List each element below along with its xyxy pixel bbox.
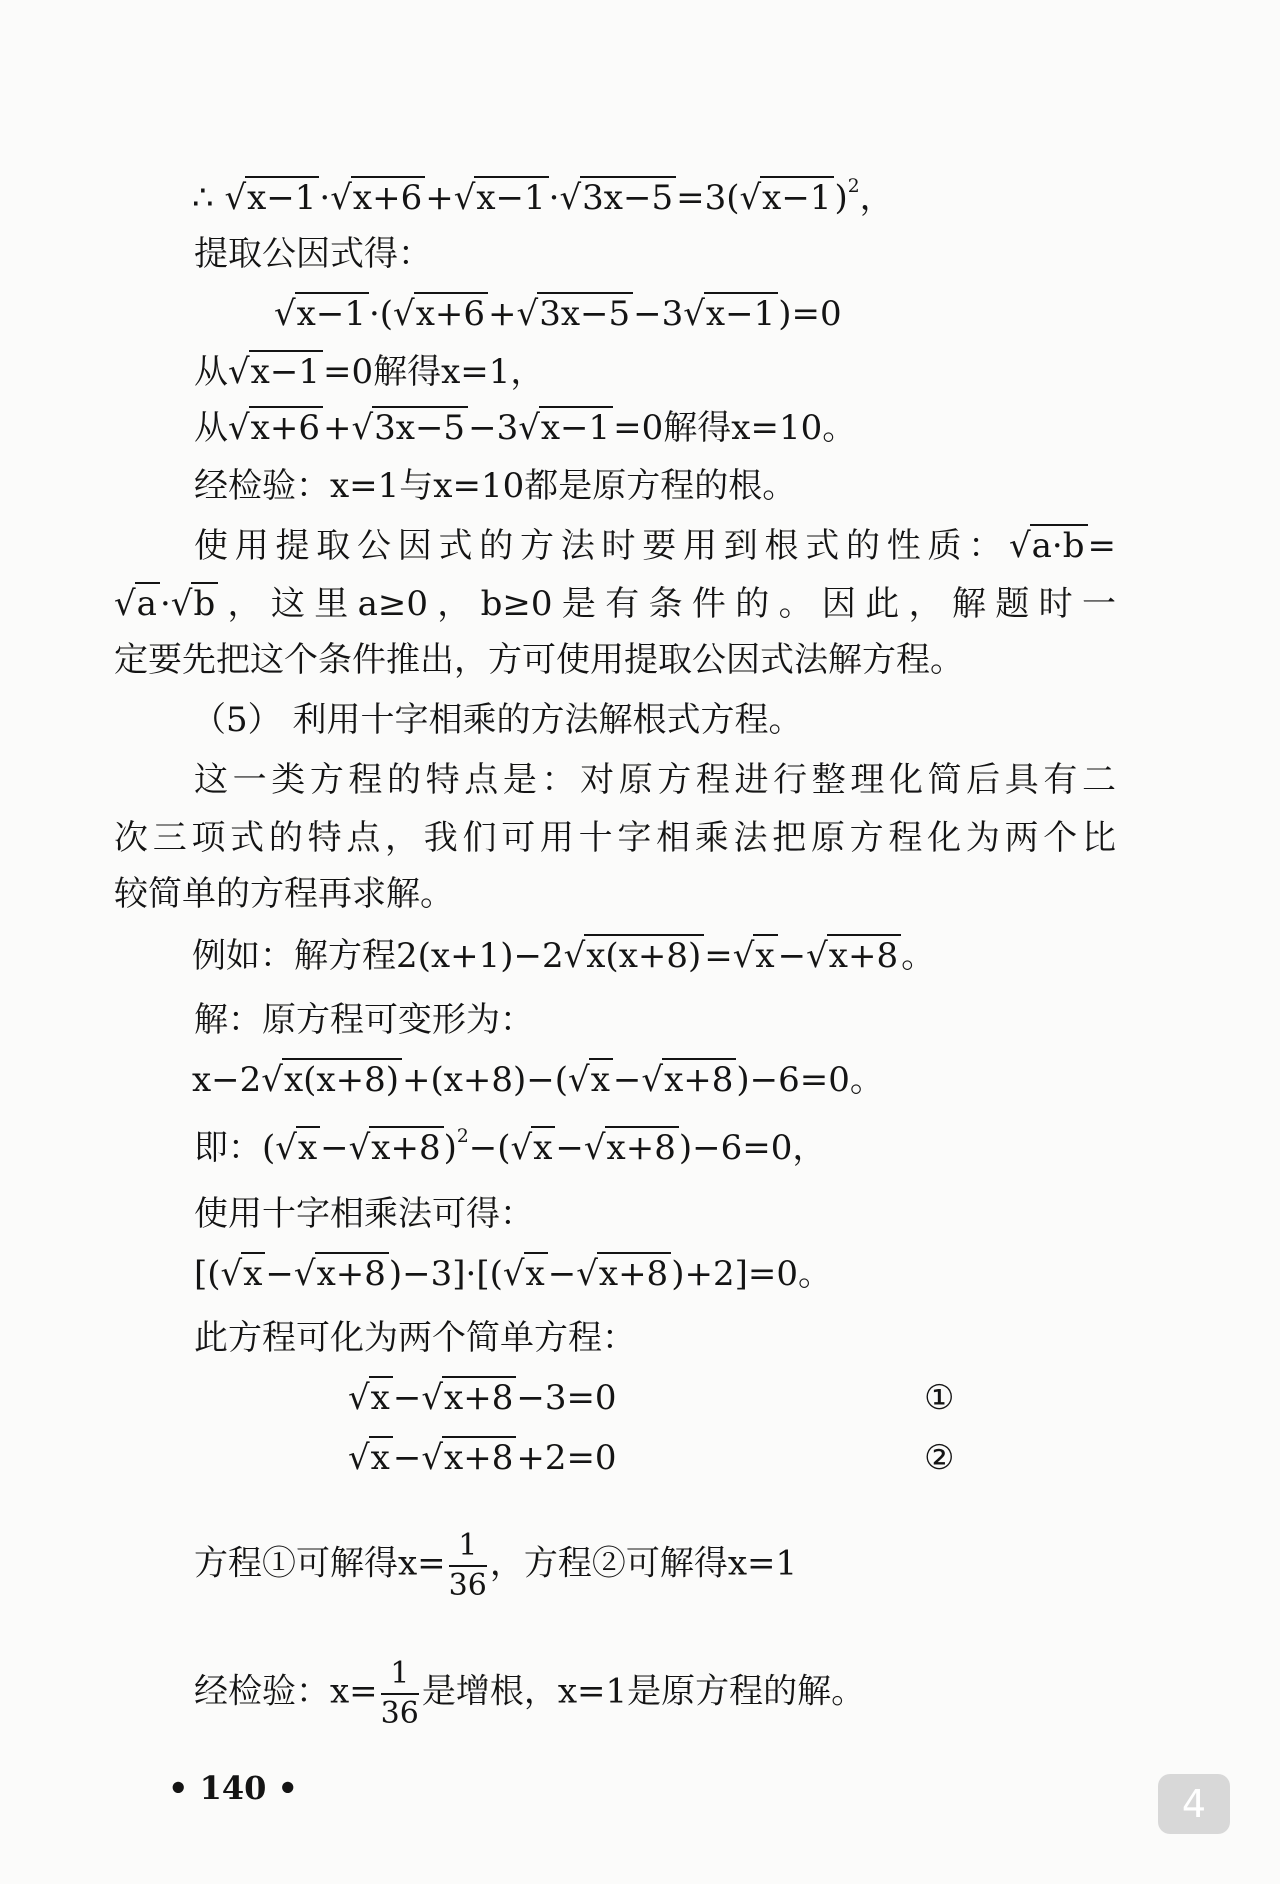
- radical-sign: [518, 408, 540, 448]
- text-run: =: [1087, 526, 1116, 566]
- radical-sign: [294, 1254, 316, 1294]
- radical-sign: [221, 1254, 243, 1294]
- radicand: x: [531, 1126, 555, 1168]
- radical-sign: [349, 1128, 371, 1168]
- superscript: 2: [456, 1126, 469, 1148]
- text-run: )−3]·[(: [388, 1254, 503, 1294]
- text-run: 这一类方程的特点是：对原方程进行整理化简后具有二: [194, 760, 1116, 800]
- text-run: 例如：解方程2(x+1)−2: [192, 936, 564, 976]
- radical: [294, 1254, 389, 1294]
- radical: [171, 584, 218, 624]
- text-run: ): [443, 1128, 457, 1168]
- radical-sign: [421, 1438, 443, 1478]
- text-run: 定要先把这个条件推出，方可使用提取公因式法解方程。: [114, 640, 964, 680]
- denominator: 36: [380, 1695, 419, 1731]
- text-run: 经检验：x=1与x=10都是原方程的根。: [194, 466, 797, 506]
- paragraph-line: [114, 580, 1116, 628]
- radical-sign: [503, 1254, 525, 1294]
- radical-sign: [641, 1060, 663, 1100]
- text-run: 。: [901, 936, 936, 976]
- text-run: 较简单的方程再求解。: [114, 874, 454, 914]
- equation-line: [194, 404, 856, 452]
- radicand: a·b: [1030, 524, 1088, 566]
- radical-sign: [568, 1060, 590, 1100]
- text-run: =0解得x=10。: [613, 408, 857, 448]
- radicand: x+8: [605, 1126, 679, 1168]
- radical-sign: [114, 584, 136, 624]
- text-line: [194, 996, 534, 1044]
- text-run: ，这里a≥0，b≥0是有条件的。因此，解题时一: [218, 584, 1116, 624]
- radicand: x+8: [442, 1376, 516, 1418]
- section-heading: [192, 696, 802, 744]
- equation-line: [274, 290, 842, 338]
- radical-sign: [806, 936, 828, 976]
- text-run: 解：原方程可变形为：: [194, 1000, 534, 1040]
- text-run: 即：(: [194, 1128, 276, 1168]
- radicand: x+8: [369, 1126, 443, 1168]
- radicand: a: [135, 582, 160, 624]
- radicand: b: [191, 582, 218, 624]
- paragraph-line: [194, 522, 1116, 570]
- text-run: −: [547, 1254, 577, 1294]
- radical: [351, 408, 468, 448]
- text-run: 方程①可解得x=: [194, 1543, 446, 1584]
- radicand: x+8: [597, 1252, 671, 1294]
- equation-line: [348, 1434, 617, 1482]
- text-run: 使用十字相乘法可得：: [194, 1194, 534, 1234]
- radical-sign: [421, 1378, 443, 1418]
- example-line: [192, 932, 935, 980]
- radical-sign: [739, 178, 761, 218]
- radicand: x+6: [351, 176, 425, 218]
- text-run: 使用提取公因式的方法时要用到根式的性质：: [194, 526, 1009, 566]
- radical: [224, 178, 319, 218]
- radicand: x−1: [249, 350, 323, 392]
- text-run: +: [425, 178, 454, 218]
- radical: [511, 1128, 556, 1168]
- text-run: )=0: [778, 294, 842, 334]
- text-line: [194, 462, 796, 510]
- text-run: −3=0: [516, 1378, 617, 1418]
- radical-sign: [576, 1254, 598, 1294]
- radical-sign: [1009, 526, 1031, 566]
- radicand: x: [753, 934, 777, 976]
- radicand: x(x+8): [282, 1058, 402, 1100]
- text-run: −: [320, 1128, 349, 1168]
- radical-sign: [228, 408, 250, 448]
- text-run: −(: [468, 1128, 511, 1168]
- radical: [421, 1438, 516, 1478]
- equation-line: [192, 1056, 884, 1104]
- radicand: x: [369, 1436, 393, 1478]
- text-run: 提取公因式得：: [194, 234, 432, 274]
- text-run: )−6=0，: [678, 1128, 827, 1168]
- radical: [274, 294, 369, 334]
- text-run: ·: [159, 584, 171, 624]
- paragraph-line: [114, 870, 454, 918]
- denominator: 36: [448, 1567, 487, 1603]
- radical: [114, 584, 160, 624]
- text-run: )+2]=0。: [671, 1254, 832, 1294]
- radical: [421, 1378, 516, 1418]
- text-line: [194, 1190, 534, 1238]
- radical: [275, 1128, 320, 1168]
- radicand: 3x−5: [580, 176, 676, 218]
- text-run: ·: [548, 178, 560, 218]
- text-run: −: [555, 1128, 584, 1168]
- radicand: x−1: [295, 292, 369, 334]
- radical: [349, 1128, 444, 1168]
- radical: [330, 178, 425, 218]
- radical: [221, 1254, 266, 1294]
- radicand: x: [369, 1376, 393, 1418]
- text-run: 次三项式的特点，我们可用十字相乘法把原方程化为两个比: [114, 818, 1116, 858]
- radical-sign: [511, 1128, 533, 1168]
- text-run: =: [704, 936, 733, 976]
- text-line: [194, 1656, 866, 1731]
- radicand: x: [241, 1252, 265, 1294]
- radical: [739, 178, 834, 218]
- paragraph-line: [114, 814, 1116, 862]
- superscript: 2: [847, 176, 860, 198]
- text-run: ·(: [368, 294, 394, 334]
- text-run: +: [322, 408, 352, 448]
- radicand: 3x−5: [537, 292, 633, 334]
- text-run: 从: [194, 352, 228, 392]
- radical: [564, 936, 705, 976]
- radicand: x+8: [827, 934, 901, 976]
- text-run: 此方程可化为两个简单方程：: [194, 1318, 636, 1358]
- radical: [517, 294, 634, 334]
- numerator: 1: [449, 1530, 487, 1567]
- text-run: =3(: [676, 178, 740, 218]
- radical-sign: [584, 1128, 606, 1168]
- equation-line: [194, 348, 544, 396]
- radical: [348, 1438, 393, 1478]
- text-run: 从: [194, 408, 228, 448]
- radical: [576, 1254, 671, 1294]
- text-line: [194, 1314, 636, 1362]
- radicand: x+6: [249, 406, 323, 448]
- text-run: x−2: [192, 1060, 262, 1100]
- radical: [518, 408, 613, 448]
- radical: [228, 352, 323, 392]
- radicand: x+8: [315, 1252, 389, 1294]
- text-run: ∴: [192, 178, 225, 218]
- radical: [228, 408, 323, 448]
- radical-sign: [559, 178, 581, 218]
- radical-sign: [393, 294, 415, 334]
- numerator: 1: [381, 1658, 419, 1695]
- equation-label-2: ②: [924, 1438, 955, 1478]
- radicand: x−1: [539, 406, 613, 448]
- paragraph-line: [194, 756, 1116, 804]
- radicand: x−1: [474, 176, 548, 218]
- radicand: x+8: [442, 1436, 516, 1478]
- radicand: x−1: [704, 292, 778, 334]
- text-run: +(x+8)−(: [401, 1060, 569, 1100]
- text-run: ，: [859, 178, 894, 218]
- text-line: [194, 1528, 798, 1603]
- radicand: x−1: [245, 176, 319, 218]
- text-run: 是增根，x=1是原方程的解。: [421, 1671, 866, 1712]
- text-run: ，方程②可解得x=1: [489, 1543, 798, 1584]
- text-run: −: [265, 1254, 294, 1294]
- radical-sign: [348, 1378, 370, 1418]
- text-run: −: [392, 1378, 422, 1418]
- radical: [393, 294, 488, 334]
- equation-line: [192, 174, 894, 222]
- radical: [261, 1060, 402, 1100]
- radical-sign: [733, 936, 755, 976]
- radicand: 3x−5: [372, 406, 468, 448]
- radical-sign: [330, 178, 352, 218]
- equation-label-1: ①: [924, 1378, 955, 1418]
- text-run: −3: [633, 294, 684, 334]
- radical-sign: [261, 1060, 283, 1100]
- text-run: −: [612, 1060, 642, 1100]
- radical: [559, 178, 676, 218]
- radical: [806, 936, 901, 976]
- radical: [454, 178, 549, 218]
- radical: [584, 1128, 679, 1168]
- radical-sign: [171, 584, 193, 624]
- radical-sign: [275, 1128, 297, 1168]
- radical-sign: [454, 178, 476, 218]
- text-run: +2=0: [516, 1438, 617, 1478]
- radical-sign: [683, 294, 705, 334]
- fraction: [449, 1530, 487, 1601]
- radical-sign: [224, 178, 246, 218]
- text-run: −: [777, 936, 807, 976]
- paragraph-line: [114, 636, 964, 684]
- radical-sign: [228, 352, 250, 392]
- equation-line: [194, 1250, 832, 1298]
- radical: [683, 294, 778, 334]
- text-run: （5） 利用十字相乘的方法解根式方程。: [192, 700, 803, 740]
- text-run: ·: [319, 178, 331, 218]
- text-line: [194, 230, 432, 278]
- viewer-page-badge: 4: [1158, 1774, 1230, 1834]
- radical-sign: [348, 1438, 370, 1478]
- text-run: ): [834, 178, 848, 218]
- text-run: −: [392, 1438, 422, 1478]
- radicand: x+6: [414, 292, 488, 334]
- text-run: [(: [194, 1254, 221, 1294]
- radical-sign: [517, 294, 539, 334]
- equation-line: [194, 1124, 826, 1172]
- radical-sign: [564, 936, 586, 976]
- radicand: x: [589, 1058, 613, 1100]
- text-run: +: [488, 294, 517, 334]
- radical: [641, 1060, 736, 1100]
- radical: [1009, 526, 1088, 566]
- text-run: )−6=0。: [736, 1060, 884, 1100]
- radicand: x: [296, 1126, 320, 1168]
- radical-sign: [274, 294, 296, 334]
- text-run: =0解得x=1，: [322, 352, 545, 392]
- page-number: • 140 •: [168, 1769, 298, 1807]
- radical: [348, 1378, 393, 1418]
- radicand: x+8: [662, 1058, 736, 1100]
- radicand: x−1: [760, 176, 834, 218]
- radicand: x(x+8): [584, 934, 704, 976]
- radical: [733, 936, 778, 976]
- radical: [568, 1060, 613, 1100]
- fraction: [381, 1658, 419, 1729]
- text-run: 经检验：x=: [194, 1671, 378, 1712]
- radical-sign: [351, 408, 373, 448]
- text-run: −3: [468, 408, 519, 448]
- equation-line: [348, 1374, 617, 1422]
- radical: [503, 1254, 548, 1294]
- radicand: x: [524, 1252, 548, 1294]
